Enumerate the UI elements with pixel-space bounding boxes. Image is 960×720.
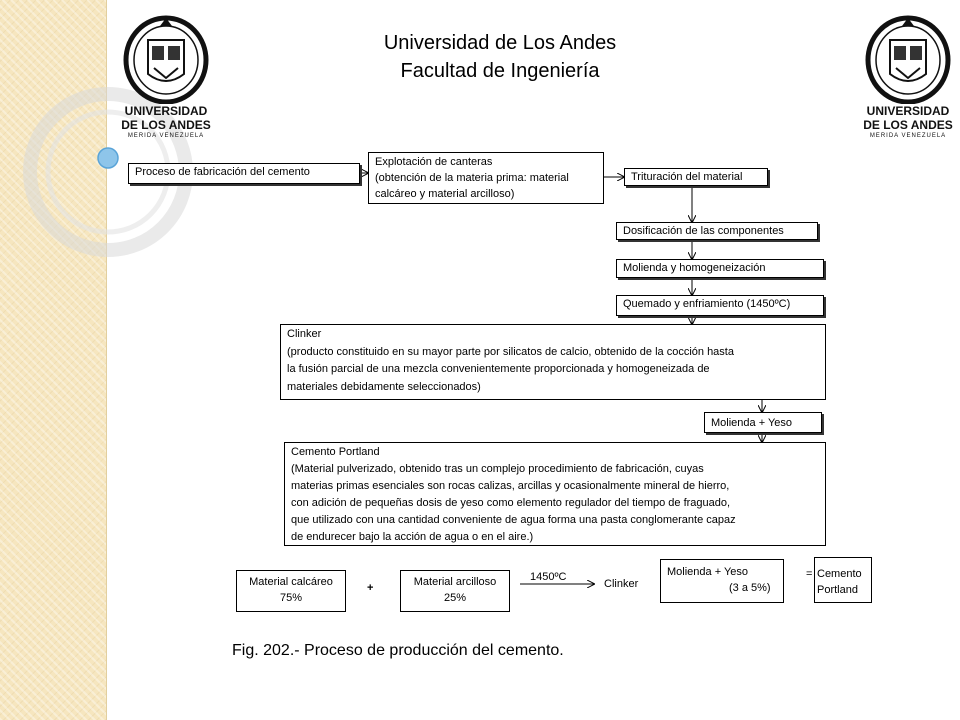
box-heading: Clinker [287,328,322,340]
logo-name-line2: DE LOS ANDES [121,118,211,132]
box-text: 25% [443,592,467,604]
header-faculty: Facultad de Ingeniería [400,60,600,82]
box-molienda-yeso [704,412,822,433]
logo-name-line2: DE LOS ANDES [863,118,953,132]
box-text: materiales debidamente seleccionados) [287,380,481,393]
box-text: con adición de pequeñas dosis de yeso como elemento regulador del tiempo de fraguado, [291,497,731,509]
box-text: Molienda + Yeso [711,417,793,429]
box-text: Cemento [817,568,862,580]
box-text: Trituración del material [631,171,743,183]
box-text: (producto constituido en su mayor parte por silicatos de calcio, obtenido de la cocción hasta [287,345,734,358]
box-text: Portland [817,584,858,596]
box-text: Quemado y enfriamiento (1450ºC) [623,298,791,310]
logo-location: MERIDA VENEZUELA [127,133,205,139]
box-text: la fusión parcial de una mezcla convenientemente proporcionada y homogeneizada de [287,363,710,375]
logo-location: MERIDA VENEZUELA [869,133,947,139]
temperature-label: 1450ºC [530,571,567,583]
box-text: 75% [279,592,303,604]
box-explotacion-canteras [368,152,604,204]
box-text: Proceso de fabricación del cemento [135,166,310,178]
box-text: Molienda + Yeso [667,566,749,578]
box-text: Molienda y homogeneización [623,262,766,274]
box-text: Material calcáreo [249,576,333,588]
box-text: (obtención de la materia prima: material [375,172,569,184]
logo-name-line1: UNIVERSIDAD [866,104,950,118]
box-text: que utilizado con una cantidad conveniente de agua forma una pasta conglomerante capaz [291,514,736,526]
box-text: (3 a 5%) [729,582,771,594]
clinker-label: Clinker [604,578,639,590]
box-cemento-portland [284,442,826,546]
box-material-calcareo [236,570,346,612]
box-text: Material arcilloso [413,576,497,588]
box-quemado-enfriamiento [616,295,824,316]
box-trituracion [624,168,768,186]
box-heading: Cemento Portland [291,446,380,458]
box-heading: Explotación de canteras [375,156,493,168]
box-dosificacion [616,222,818,240]
logo-name-line1: UNIVERSIDAD [124,104,208,118]
figure-caption: Fig. 202.- Proceso de producción del cemento. [232,642,564,659]
box-text: materias primas esenciales son rocas calizas, arcillas y ocasionalmente mineral de hierro, [291,480,730,492]
box-cemento-portland-result [814,557,872,603]
equals-sign: = [806,568,813,580]
box-molienda-yeso-formula [660,559,784,603]
box-clinker [280,324,826,400]
box-text: calcáreo y material arcilloso) [375,188,515,200]
box-proceso-fabricacion [128,163,360,184]
box-text: Dosificación de las componentes [623,225,784,237]
plus-sign: + [367,582,374,594]
box-text: de endurecer bajo la acción de agua o en el aire.) [291,531,534,543]
box-molienda-homogeneizacion [616,259,824,278]
box-material-arcilloso [400,570,510,612]
header-university: Universidad de Los Andes [383,32,617,54]
box-text: (Material pulverizado, obtenido tras un complejo procedimiento de fabricación, cuyas [291,463,704,475]
